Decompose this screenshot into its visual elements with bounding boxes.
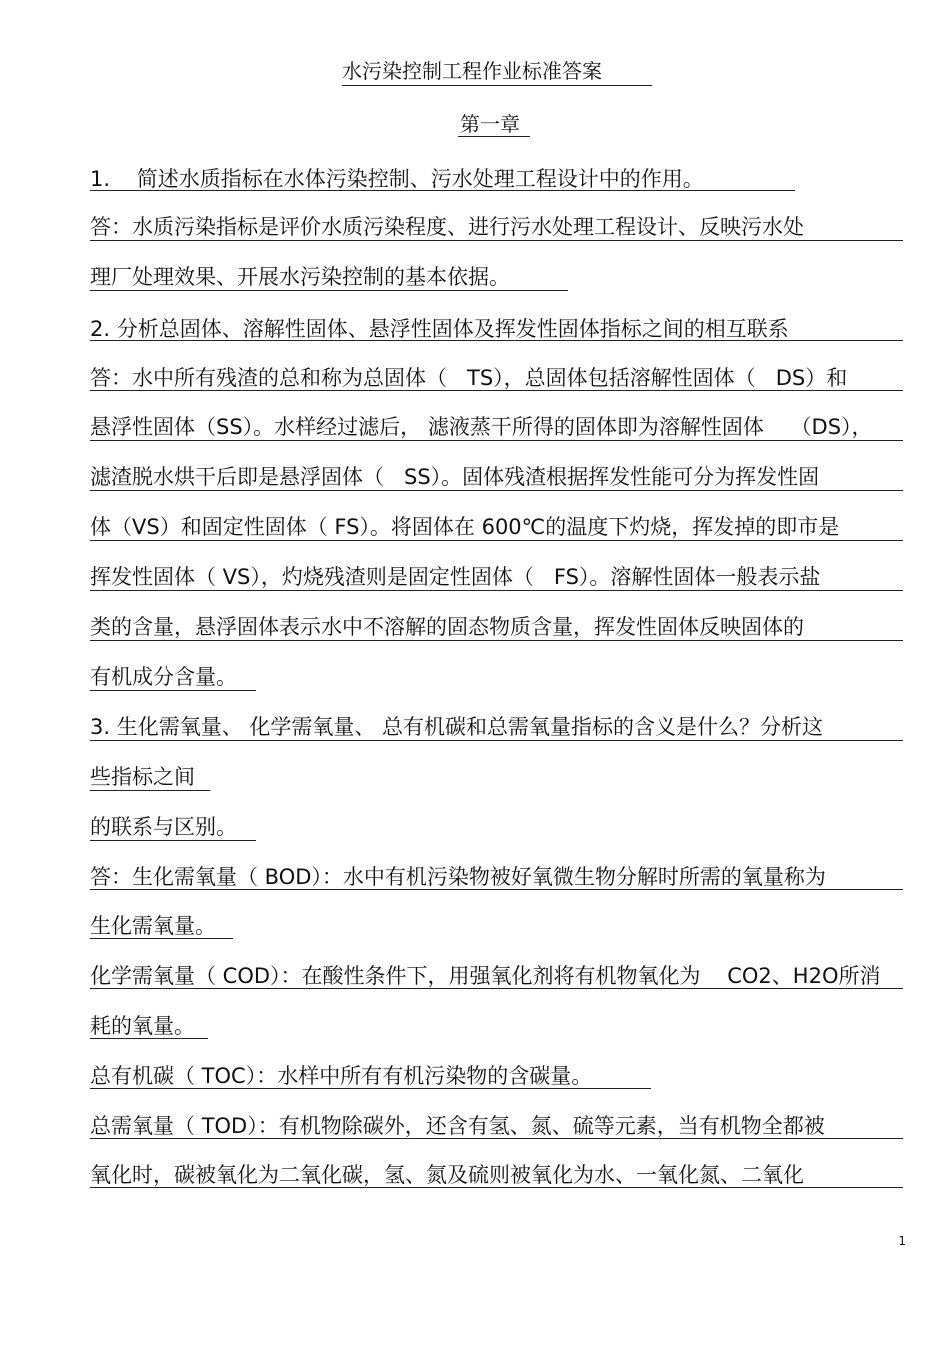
line-underline (90, 190, 795, 191)
line-underline (90, 790, 210, 791)
line-underline (90, 840, 256, 841)
question-3: 3. 生化需氧量、 化学需氧量、 总有机碳和总需氧量指标的含义是什么？分析这 (90, 715, 824, 739)
answer-line: 答：水中所有残渣的总和称为总固体（ TS），总固体包括溶解性固体（ DS）和 (90, 366, 848, 390)
line-underline (90, 490, 903, 491)
page-number: 1 (898, 1234, 906, 1248)
answer-line: 答：水质污染指标是评价水质污染程度、进行污水处理工程设计、反映污水处 (90, 215, 804, 239)
line-underline (90, 340, 903, 341)
answer-line: 有机成分含量。 (90, 665, 237, 689)
chapter-heading: 第一章 (460, 112, 520, 136)
answer-line: 悬浮性固体（SS）。水样经过滤后， 滤液蒸干所得的固体即为溶解性固体 （DS）， (90, 415, 873, 439)
line-underline (90, 440, 903, 441)
line-underline (90, 290, 568, 291)
answer-line: 体（VS）和固定性固体（ FS）。将固体在 600℃的温度下灼烧，挥发掉的即市是 (90, 515, 840, 539)
question-2: 2. 分析总固体、溶解性固体、悬浮性固体及挥发性固体指标之间的相互联系 (90, 317, 789, 341)
line-underline (90, 988, 903, 989)
answer-line: 耗的氧量。 (90, 1014, 195, 1038)
line-underline (90, 938, 233, 939)
answer-line: 答：生化需氧量（ BOD）：水中有机污染物被好氧微生物分解时所需的氧量称为 (90, 865, 826, 889)
chapter-underline (458, 136, 530, 137)
line-underline (90, 889, 903, 890)
line-underline (90, 690, 256, 691)
question-3-cont: 些指标之间 (90, 765, 195, 789)
title-underline (342, 85, 652, 86)
line-underline (90, 390, 903, 391)
answer-line: 生化需氧量。 (90, 914, 216, 938)
answer-line: 类的含量，悬浮固体表示水中不溶解的固态物质含量，挥发性固体反映固体的 (90, 615, 804, 639)
answer-line: 总有机碳（ TOC）：水样中所有有机污染物的含碳量。 (90, 1064, 593, 1088)
answer-line: 理厂处理效果、开展水污染控制的基本依据。 (90, 265, 510, 289)
line-underline (90, 240, 903, 241)
question-3-cont: 的联系与区别。 (90, 815, 237, 839)
line-underline (90, 740, 903, 741)
line-underline (90, 1038, 208, 1039)
line-underline (90, 590, 903, 591)
line-underline (90, 1088, 651, 1089)
line-underline (90, 640, 903, 641)
document-title: 水污染控制工程作业标准答案 (342, 59, 602, 83)
answer-line: 滤渣脱水烘干后即是悬浮固体（ SS）。固体残渣根据挥发性能可分为挥发性固 (90, 465, 820, 489)
answer-line: 化学需氧量（ COD）：在酸性条件下，用强氧化剂将有机物氧化为 CO2、H2O所消 (90, 964, 881, 988)
question-1: 1. 简述水质指标在水体污染控制、污水处理工程设计中的作用。 (90, 167, 704, 191)
answer-line: 总需氧量（ TOD）：有机物除碳外，还含有氢、氮、硫等元素，当有机物全都被 (90, 1114, 825, 1138)
line-underline (90, 540, 903, 541)
line-underline (90, 1187, 903, 1188)
answer-line: 挥发性固体（ VS），灼烧残渣则是固定性固体（ FS）。溶解性固体一般表示盐 (90, 565, 821, 589)
answer-line: 氧化时，碳被氧化为二氧化碳，氢、氮及硫则被氧化为水、一氧化氮、二氧化 (90, 1163, 804, 1187)
line-underline (90, 1138, 903, 1139)
